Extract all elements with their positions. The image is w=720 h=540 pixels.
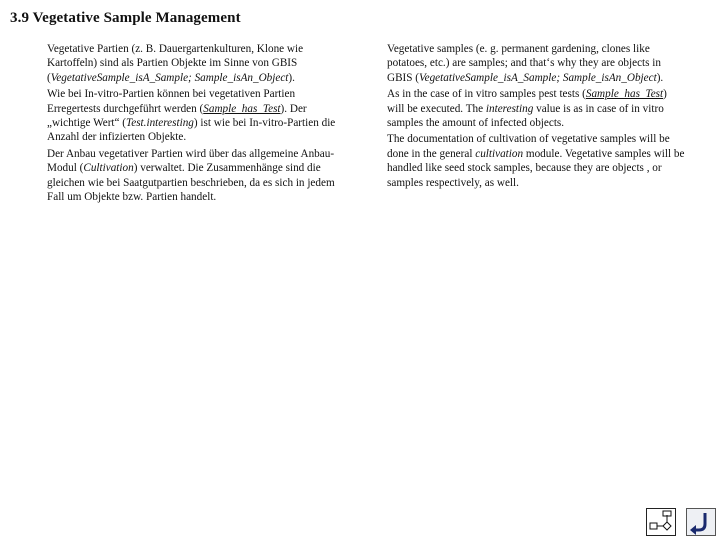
return-arrow-icon [687, 509, 715, 535]
english-paragraph-3: The documentation of cultivation of vegetative samples will be done in the general cultivation module. Vegetative samples will be handled like seed stock samples, because they are objects , or samples respectively, as well. [387, 133, 685, 189]
flowchart-icon [647, 509, 675, 535]
english-column [387, 42, 687, 192]
german-paragraph-3: Der Anbau vegetativer Partien wird über das allgemeine Anbau-Modul (Cultivation) verwaltet. Die Zusammenhänge sind die gleichen wie bei Saatgutpartien beschrieben, da es sich in jedem Fall um Objekte bzw. Partien handelt. [47, 147, 335, 204]
english-paragraph-2: As in the case of in vitro samples pest tests (Sample_has_Test) will be executed. The interesting value is as in case of in vitro samples the amount of infected objects. [387, 88, 667, 130]
return-nav-button[interactable] [686, 508, 716, 536]
german-column [47, 42, 337, 206]
german-paragraph-1: Vegetative Partien (z. B. Dauergartenkulturen, Klone wie Kartoffeln) sind als Partien Objekte im Sinne von GBIS (VegetativeSample_isA_Sample; Sample_isAn_Object). [47, 43, 304, 84]
page-title: 3.9 Vegetative Sample Management [10, 10, 241, 26]
sample-has-test-link[interactable]: Sample_has_Test [203, 102, 281, 115]
sample-has-test-link[interactable]: Sample_has_Test [585, 88, 664, 101]
flowchart-nav-button[interactable] [646, 508, 676, 536]
english-paragraph-1: Vegetative samples (e. g. permanent gardening, clones like potatoes, etc.) are samples; and that‘s why they are objects in GBIS (VegetativeSample_isA_Sample; Sample_isAn_Object). [387, 43, 664, 84]
german-paragraph-2: Wie bei In-vitro-Partien können bei vegetativen Partien Erregertests durchgeführt werden (Sample_has_Test). Der „wichtige Wert“ (Test.interesting) ist wie bei In-vitro-Partien die Anzahl der infizierten Objekte. [47, 88, 336, 144]
